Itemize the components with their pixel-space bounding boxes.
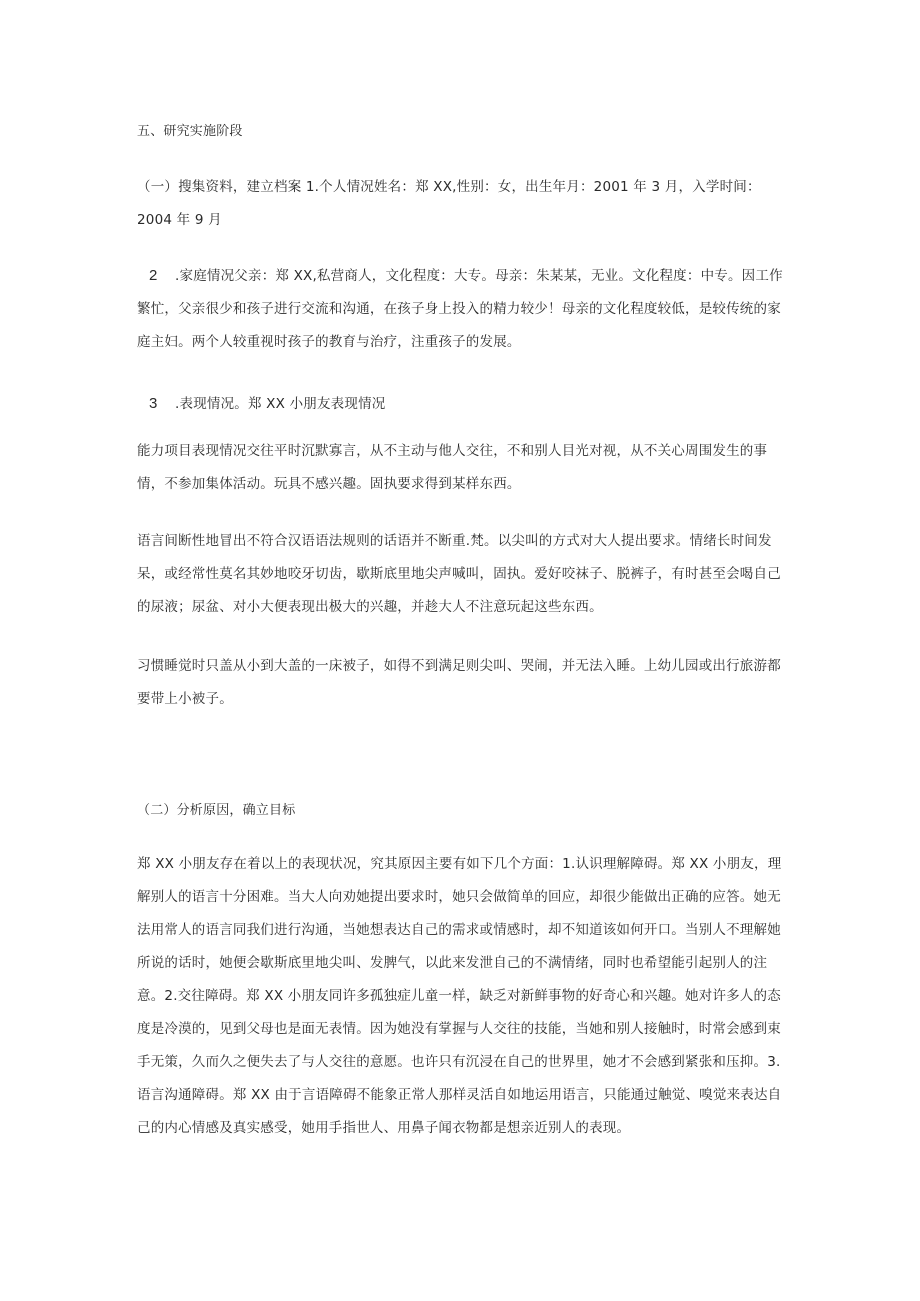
section-title: 五、研究实施阶段 — [137, 124, 243, 139]
item-number: 2 — [149, 267, 158, 284]
performance-heading — [137, 387, 787, 421]
performance-heading-text: .表现情况。郑 XX 小朋友表现情况 — [175, 396, 386, 412]
item-number: 3 — [149, 395, 158, 412]
habit-paragraph: 习惯睡觉时只盖从小到大盖的一床被子，如得不到满足则尖叫、哭闹，并无法入睡。上幼儿园或出行旅游都要带上小被子。 — [137, 658, 781, 707]
subsection-heading-analysis: （二）分析原因，确立目标 — [137, 803, 296, 818]
family-situation-paragraph — [137, 259, 787, 359]
analysis-paragraph: 郑 XX 小朋友存在着以上的表现状况，究其原因主要有如下几个方面：1.认识理解障碍。郑 XX 小朋友，理解别人的语言十分困难。当大人向劝她提出要求时，她只会做简单的回应，却很少能做出正确的应答。她无法用常人的语言同我们进行沟通，当她想表达自己的需求或情感时，却不知道该如何开口。当别人不理解她所说的话时，她便会歇斯底里地尖叫、发脾气，以此来发泄自己的不满情绪，同时也希望能引起别人的注意。2.交往障碍。郑 XX 小朋友同许多孤独症儿童一样，缺乏对新鲜事物的好奇心和兴趣。她对许多人的态度是冷漠的，见到父母也是面无表情。因为她没有掌握与人交往的技能，当她和别人接触时，时常会感到束手无策，久而久之便失去了与人交往的意愿。也许只有沉浸在自己的世界里，她才不会感到紧张和压抑。3.语言沟通障碍。郑 XX 由于言语障碍不能象正常人那样灵活自如地运用语言，只能通过触觉、嗅觉来表达自己的内心情感及真实感受，她用手指世人、用鼻子闻衣物都是想亲近别人的表现。 — [137, 856, 782, 1136]
language-paragraph: 语言间断性地冒出不符合汉语语法规则的话语并不断重.梵。以尖叫的方式对大人提出要求。情绪长时间发呆，或经常性莫名其妙地咬牙切齿，歇斯底里地尖声喊叫，固执。爱好咬袜子、脱裤子，有时甚至会喝自己的尿液；尿盆、对小大便表现出极大的兴趣，并趁大人不注意玩起这些东西。 — [137, 533, 781, 615]
family-situation-text: .家庭情况父亲：郑 XX,私营商人，文化程度：大专。母亲：朱某某，无业。文化程度：中专。因工作繁忙，父亲很少和孩子进行交流和沟通，在孩子身上投入的精力较少！母亲的文化程度较低，是较传统的家庭主妇。两个人较重视时孩子的教育与治疗，注重孩子的发展。 — [137, 268, 783, 350]
ability-paragraph: 能力项目表现情况交往平时沉默寡言，从不主动与他人交往，不和别人目光对视，从不关心周围发生的事情，不参加集体活动。玩具不感兴趣。固执要求得到某样东西。 — [137, 443, 768, 492]
subsection-heading-collect-data: （一）搜集资料，建立档案 1.个人情况姓名：郑 XX,性别：女，出生年月：2001 年 3 月，入学时间：2004 年 9 月 — [137, 179, 761, 228]
